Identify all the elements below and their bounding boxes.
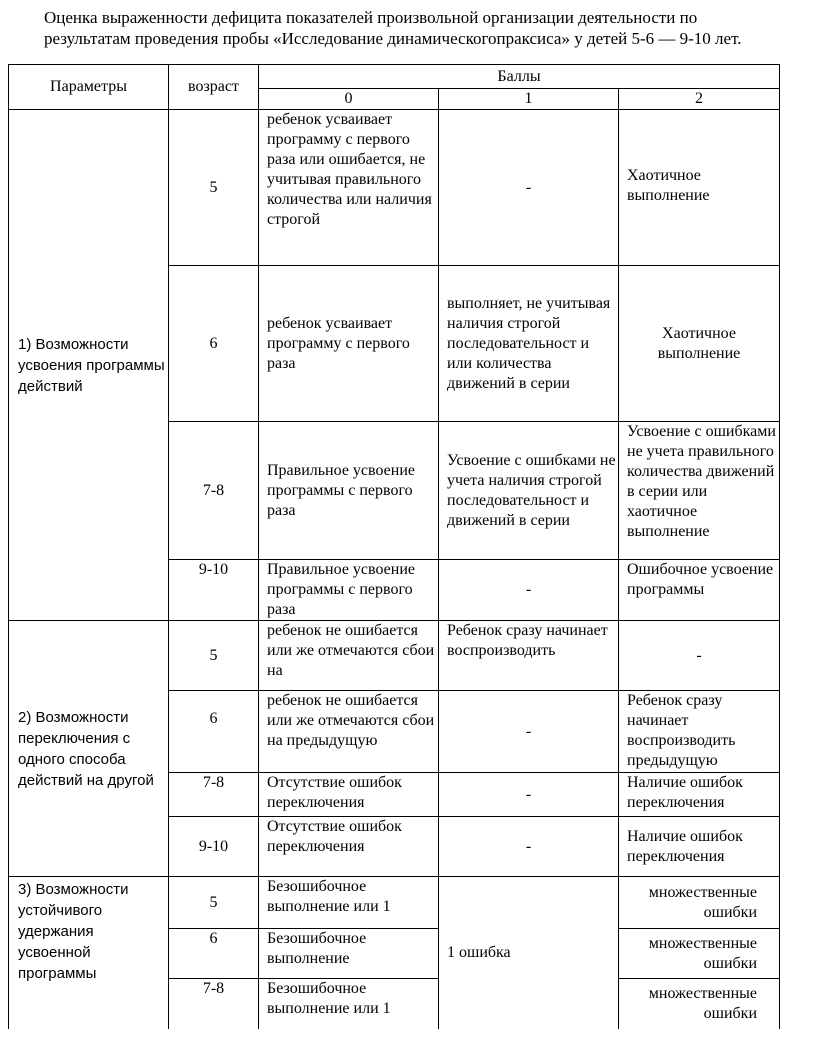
- param-cell: 1) Возможности усвоения программы действий: [9, 110, 169, 621]
- age-cell: 5: [169, 877, 259, 929]
- header-score-2: 2: [619, 89, 780, 110]
- age-cell: 6: [169, 266, 259, 422]
- score2-cell: множественные ошибки: [619, 979, 780, 1029]
- score1-cell: -: [439, 110, 619, 266]
- score2-cell: множественные ошибки: [619, 877, 780, 929]
- score0-cell: ребенок усваивает программу с первого раза или ошибается, не учитывая правильного количества или наличия строгой: [259, 110, 439, 266]
- age-cell: 9-10: [169, 560, 259, 621]
- score1-cell: -: [439, 817, 619, 877]
- score1-cell: 1 ошибка: [439, 877, 619, 1029]
- score0-cell: ребенок усваивает программу с первого раза: [259, 266, 439, 422]
- score1-cell: -: [439, 773, 619, 817]
- age-cell: 6: [169, 691, 259, 773]
- score1-cell: Усвоение с ошибками не учета наличия строгой последовательност и движений в серии: [439, 422, 619, 560]
- score2-cell: Ошибочное усвоение программы: [619, 560, 780, 621]
- document-title: Оценка выраженности дефицита показателей произвольной организации деятельности по результатам проведения пробы «Исследование динамическогопраксиса» у детей 5-6 — 9-10 лет.: [44, 8, 742, 48]
- score0-cell: ребенок не ошибается или же отмечаются сбои на предыдущую: [259, 691, 439, 773]
- age-cell: 5: [169, 621, 259, 691]
- age-cell: 6: [169, 929, 259, 979]
- param-cell: 2) Возможности переключения с одного способа действий на другой: [9, 621, 169, 877]
- header-params: Параметры: [9, 65, 169, 110]
- score0-cell: ребенок не ошибается или же отмечаются сбои на: [259, 621, 439, 691]
- score1-cell: -: [439, 691, 619, 773]
- assessment-table: [8, 64, 780, 1029]
- score2-cell: Хаотичное выполнение: [619, 110, 780, 266]
- age-cell: 7-8: [169, 422, 259, 560]
- header-age: возраст: [169, 65, 259, 110]
- score0-cell: Правильное усвоение программы с первого раза: [259, 422, 439, 560]
- score2-cell: Наличие ошибок переключения: [619, 817, 780, 877]
- score0-cell: Безошибочное выполнение: [259, 929, 439, 979]
- table-row: [9, 877, 780, 929]
- header-score-0: 0: [259, 89, 439, 110]
- header-scores: Баллы: [259, 65, 780, 89]
- age-cell: 7-8: [169, 979, 259, 1029]
- score1-cell: выполняет, не учитывая наличия строгой последовательност и или количества движений в серии: [439, 266, 619, 422]
- param-cell: 3) Возможности устойчивого удержания усвоенной программы: [9, 877, 169, 1029]
- table-row: [9, 110, 780, 266]
- score1-cell: Ребенок сразу начинает воспроизводить: [439, 621, 619, 691]
- score0-cell: Безошибочное выполнение или 1: [259, 979, 439, 1029]
- header-score-1: 1: [439, 89, 619, 110]
- age-cell: 5: [169, 110, 259, 266]
- score2-cell: Наличие ошибок переключения: [619, 773, 780, 817]
- age-cell: 7-8: [169, 773, 259, 817]
- score1-cell: -: [439, 560, 619, 621]
- score0-cell: Отсутствие ошибок переключения: [259, 817, 439, 877]
- score2-cell: Хаотичное выполнение: [619, 266, 780, 422]
- score2-cell: -: [619, 621, 780, 691]
- score2-cell: Ребенок сразу начинает воспроизводить предыдущую: [619, 691, 780, 773]
- score0-cell: Безошибочное выполнение или 1: [259, 877, 439, 929]
- age-cell: 9-10: [169, 817, 259, 877]
- score0-cell: Отсутствие ошибок переключения: [259, 773, 439, 817]
- table-row: [9, 621, 780, 691]
- score2-cell: Усвоение с ошибками не учета правильного количества движений в серии или хаотичное выполнение: [619, 422, 780, 560]
- score0-cell: Правильное усвоение программы с первого раза: [259, 560, 439, 621]
- score2-cell: множественные ошибки: [619, 929, 780, 979]
